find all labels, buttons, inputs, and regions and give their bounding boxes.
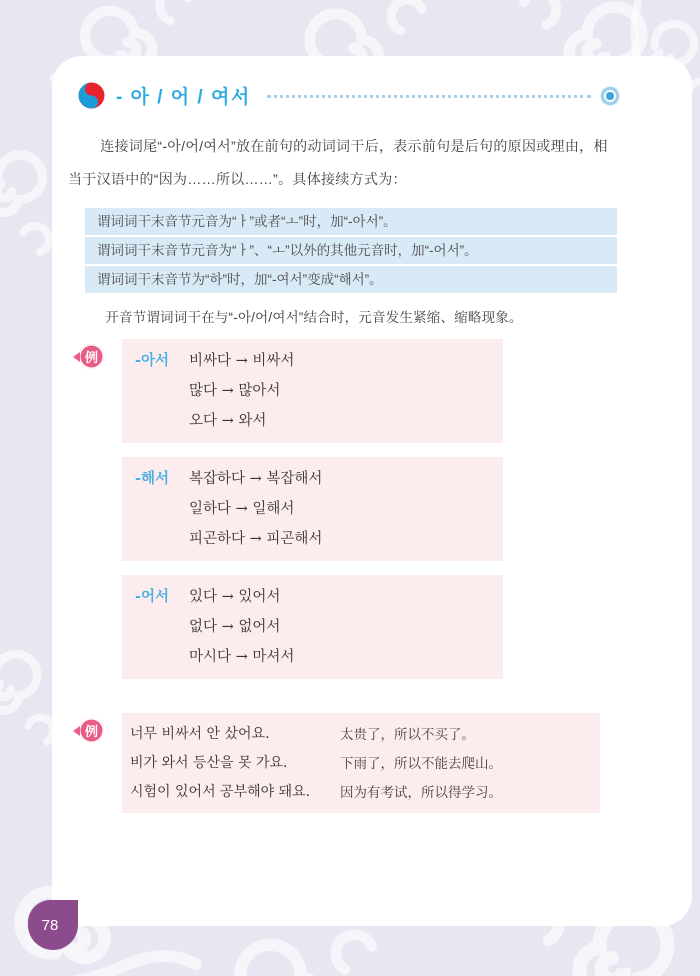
section-title: - 아 / 어 / 여서 [116,87,251,108]
sentence-box [122,713,600,813]
conjugation-item: 없다 → 없어서 [189,619,281,635]
korean-sentence: 너무 비싸서 안 샀어요. [130,726,270,742]
conjugation-item: 비싸다 → 비싸서 [189,353,295,369]
conjugation-item: 있다 → 있어서 [189,589,281,605]
conjugation-item: 마시다 → 마셔서 [189,649,295,665]
note-paragraph: 开音节谓词词干在与“-아/어/여서”结合时，元音发生紧缩、缩略现象。 [105,310,523,325]
group-label: -어서 [135,588,170,605]
group-label: -해서 [135,470,170,487]
group-items [189,346,503,436]
sentence-examples [84,713,692,813]
bullseye-icon [600,86,620,106]
conjugation-examples [84,339,692,679]
conjugation-group-eoseo [122,575,503,679]
conjugation-group-haeseo [122,457,503,561]
chinese-translation: 因为有考试，所以得学习。 [340,785,502,800]
dotted-divider [267,95,591,98]
rule-item: 谓词词干末音节为“하”时，加“-여서”变成“해서”。 [85,266,617,293]
badge-tail-icon [73,726,80,736]
example-badge [79,344,104,369]
group-label: -아서 [135,352,170,369]
badge-tail-icon [73,352,80,362]
intro-paragraph: 连接词尾“-아/어/여서”放在前句的动词词干后，表示前句是后句的原因或理由，相当于汉语中的“因为……所以……”。具体接续方式为： [68,138,608,187]
conjugation-group-aseo [122,339,503,443]
conjugation-item: 복잡하다 → 복잡해서 [189,471,323,487]
content-panel [52,56,692,926]
page-number: 78 [41,916,59,934]
korean-sentence: 시험이 있어서 공부해야 돼요. [130,784,311,800]
conjugation-item: 일하다 → 일해서 [189,501,295,517]
page-number-badge [28,900,78,950]
conjugation-item: 피곤하다 → 피곤해서 [189,531,323,547]
rule-item: 谓词词干末音节元音为“ㅏ”或者“ㅗ”时，加“-아서”。 [85,208,617,235]
group-items [189,582,503,672]
conjugation-item: 오다 → 와서 [189,413,267,429]
group-items [189,464,503,554]
badge-label: 例 [84,350,98,365]
badge-label: 例 [84,724,98,739]
chinese-translation: 太贵了，所以不买了。 [340,727,475,742]
chinese-translation: 下雨了，所以不能去爬山。 [340,756,502,771]
conjugation-item: 많다 → 많아서 [189,383,281,399]
rule-item: 谓词词干末音节元音为“ㅏ”、“ㅗ”以外的其他元音时，加“-어서”。 [85,237,617,264]
korean-sentence: 비가 와서 등산을 못 가요. [130,755,288,771]
taegeuk-icon [78,82,105,109]
example-badge [79,718,104,743]
section-header [78,82,620,109]
rules-list [85,208,617,293]
